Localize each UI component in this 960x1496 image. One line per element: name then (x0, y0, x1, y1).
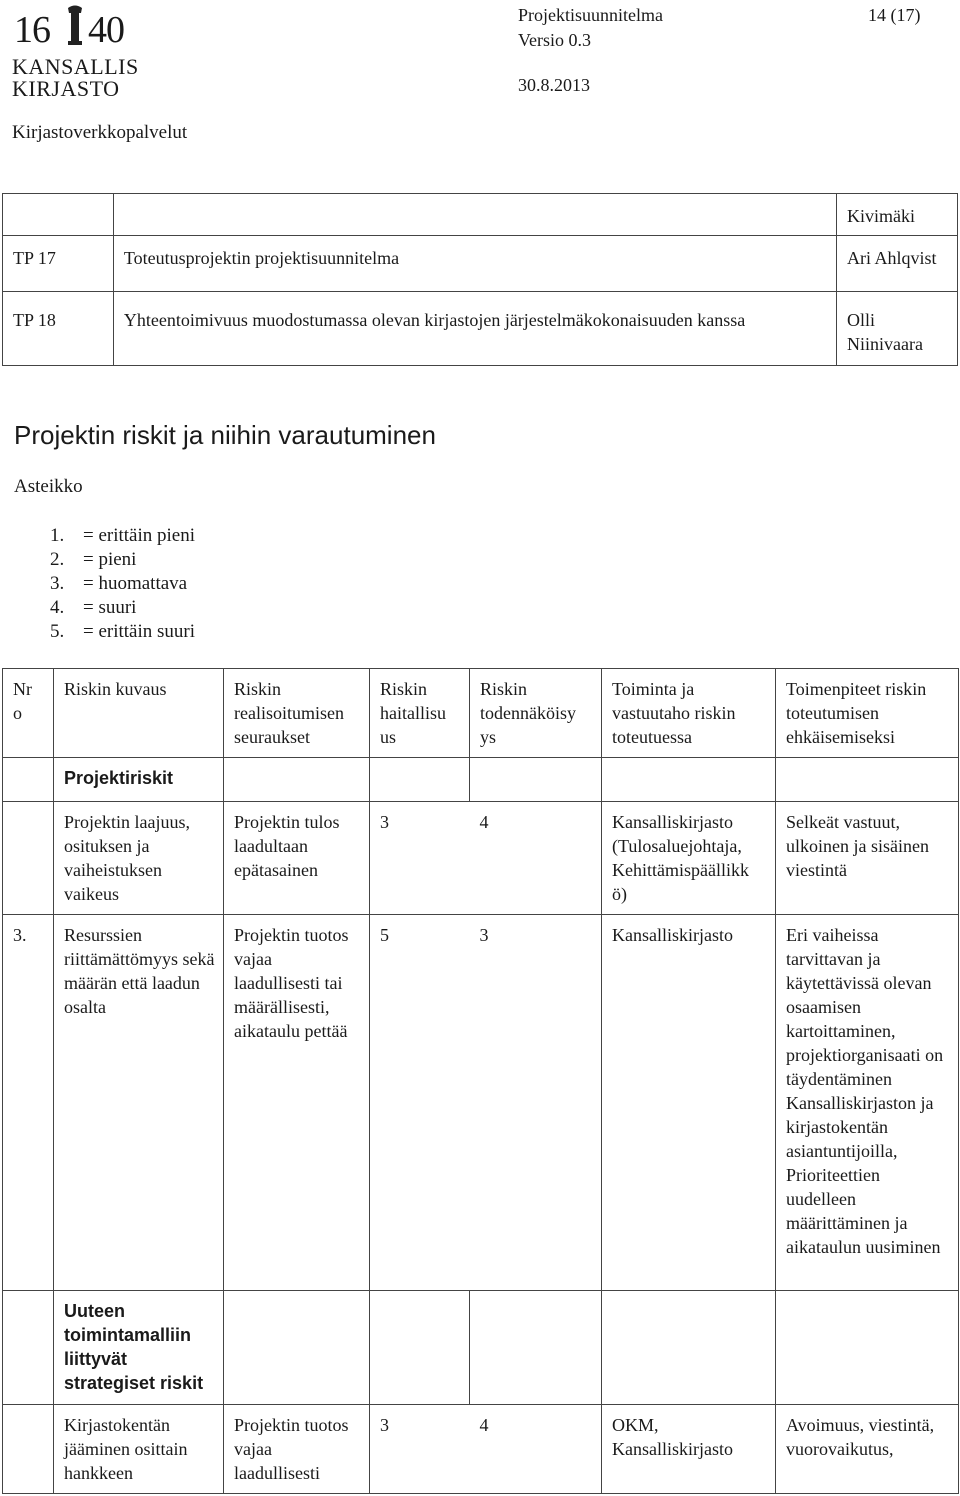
meta-person-top: Kivimäki (837, 194, 958, 236)
meta-code: TP 17 (3, 236, 114, 292)
section-row (3, 1291, 959, 1405)
table-row (3, 802, 959, 915)
header-consequences: Riskin realisoitumisen seuraukset (224, 669, 370, 758)
table-row (3, 1405, 959, 1494)
risk-table-header-row (3, 669, 959, 758)
table-row (3, 915, 959, 1291)
section-heading: Uuteen toimintamalliin liittyvät strategiset riskit (54, 1291, 224, 1405)
scale-item-text: = suuri (83, 597, 137, 618)
logo-line-2: KIRJASTO (12, 76, 120, 101)
scale-item-number: 5. (50, 621, 65, 642)
risk-probability: 3 (470, 915, 602, 1291)
document-meta-table (2, 193, 958, 366)
document-version: Versio 0.3 (518, 30, 591, 50)
header-probability: Riskin todennäköisy ys (470, 669, 602, 758)
table-cell (470, 758, 602, 802)
risk-nr: 3. (3, 915, 54, 1291)
document-title: Projektisuunnitelma (518, 5, 663, 25)
scale-label: Asteikko (14, 476, 83, 497)
header-impact: Riskin haitallisu us (370, 669, 470, 758)
document-date: 30.8.2013 (518, 75, 590, 95)
scale-item (50, 596, 195, 620)
scale-item-number: 1. (50, 525, 65, 546)
meta-person: Ari Ahlqvist (837, 236, 958, 292)
risk-nr (3, 1405, 54, 1494)
risk-consequences: Projektin tuotos vajaa laadullisesti (224, 1405, 370, 1494)
scale-item (50, 572, 195, 596)
logo-line-1: KANSALLIS (12, 54, 139, 79)
scale-item-text: = pieni (83, 549, 137, 570)
table-cell (602, 1291, 776, 1405)
table-cell (776, 758, 959, 802)
scale-item-text: = erittäin suuri (83, 621, 196, 642)
scale-item-text: = huomattava (83, 573, 188, 594)
header-responsible: Toiminta ja vastuutaho riskin toteutuessa (602, 669, 776, 758)
scale-item (50, 524, 195, 548)
risk-impact: 3 (370, 1405, 470, 1494)
section-row (3, 758, 959, 802)
scale-item-number: 4. (50, 597, 65, 618)
scale-item (50, 548, 195, 572)
risk-probability: 4 (470, 1405, 602, 1494)
risk-actions: Selkeät vastuut, ulkoinen ja sisäinen viestintä (776, 802, 959, 915)
table-cell (370, 1291, 470, 1405)
table-cell (3, 1291, 54, 1405)
section-title: Projektin riskit ja niihin varautuminen (14, 420, 436, 450)
header-actions: Toimenpiteet riskin toteutumisen ehkäisemiseksi (776, 669, 959, 758)
header-description: Riskin kuvaus (54, 669, 224, 758)
risk-consequences: Projektin tuotos vajaa laadullisesti tai määrällisesti, aikataulu pettää (224, 915, 370, 1291)
risk-actions: Eri vaiheissa tarvittavan ja käytettävissä olevan osaamisen kartoittaminen, projektiorganisaati on täydentäminen Kansalliskirjaston ja kirjastokentän asiantuntijoilla, Prioriteettien uudelleen määrittäminen ja aikataulun uusiminen (776, 915, 959, 1291)
table-cell (224, 1291, 370, 1405)
table-cell (3, 758, 54, 802)
risk-description: Projektin laajuus, osituksen ja vaiheistuksen vaikeus (54, 802, 224, 915)
meta-person: Olli Niinivaara (837, 292, 958, 366)
kansalliskirjasto-logo (12, 4, 137, 100)
risk-impact: 5 (370, 915, 470, 1291)
meta-cell-empty (113, 194, 836, 236)
risk-actions: Avoimuus, viestintä, vuorovaikutus, (776, 1405, 959, 1494)
scale-item-text: = erittäin pieni (83, 525, 196, 546)
logo-column-icon (64, 4, 86, 48)
logo-name (12, 56, 139, 100)
logo-year-right: 40 (88, 9, 124, 51)
risk-nr (3, 802, 54, 915)
table-cell (470, 1291, 602, 1405)
header-nr: Nr o (3, 669, 54, 758)
meta-description: Yhteentoimivuus muodostumassa olevan kirjastojen järjestelmäkokonaisuuden kanssa (113, 292, 836, 366)
meta-description: Toteutusprojektin projektisuunnitelma (113, 236, 836, 292)
risk-description: Resurssien riittämättömyys sekä määrän että laadun osalta (54, 915, 224, 1291)
risk-impact: 3 (370, 802, 470, 915)
meta-code: TP 18 (3, 292, 114, 366)
table-cell (776, 1291, 959, 1405)
scale-item-number: 3. (50, 573, 65, 594)
risk-consequences: Projektin tulos laadultaan epätasainen (224, 802, 370, 915)
table-cell (224, 758, 370, 802)
section-heading: Projektiriskit (54, 758, 224, 802)
organization-name: Kirjastoverkkopalvelut (12, 122, 188, 143)
risk-responsible: Kansalliskirjasto (Tulosaluejohtaja, Kehittämispäällikk ö) (602, 802, 776, 915)
page-number: 14 (17) (868, 5, 921, 25)
risk-probability: 4 (470, 802, 602, 915)
meta-cell-empty (3, 194, 114, 236)
risk-description: Kirjastokentän jääminen osittain hankkeen (54, 1405, 224, 1494)
logo-year-left: 16 (14, 9, 50, 51)
scale-item-number: 2. (50, 549, 65, 570)
risk-responsible: OKM, Kansalliskirjasto (602, 1405, 776, 1494)
scale-item (50, 620, 195, 644)
table-cell (370, 758, 470, 802)
risk-table (2, 668, 959, 1494)
table-cell (602, 758, 776, 802)
risk-responsible: Kansalliskirjasto (602, 915, 776, 1291)
scale-list (50, 524, 195, 644)
